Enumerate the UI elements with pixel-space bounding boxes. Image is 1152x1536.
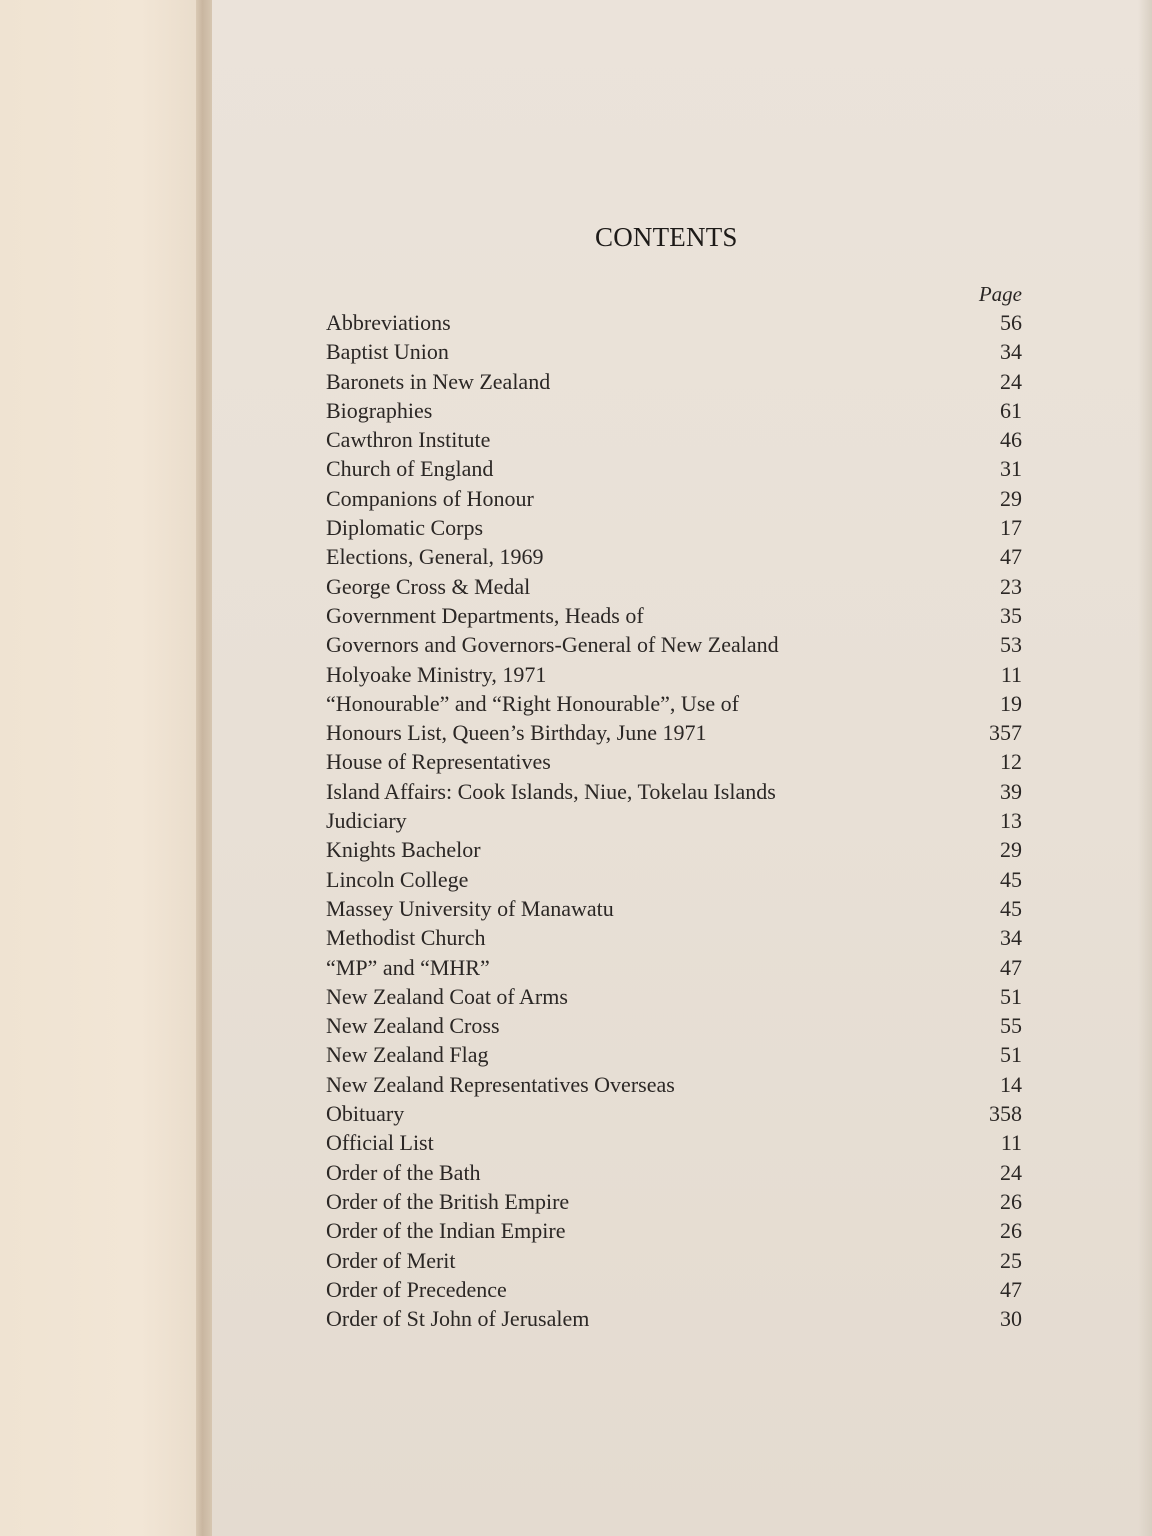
toc-entry [326, 367, 1022, 396]
toc-entry-title: Methodist Church [326, 925, 486, 951]
toc-entry-page: 26 [1000, 1218, 1022, 1244]
toc-entry-title: Knights Bachelor [326, 837, 481, 863]
toc-entry-title: Order of Precedence [326, 1276, 507, 1302]
toc-entry-page: 45 [1000, 895, 1022, 921]
toc-entry-title: New Zealand Cross [326, 1013, 500, 1039]
toc-entry-title: Judiciary [326, 808, 407, 834]
toc-entry-page: 47 [1000, 544, 1022, 570]
toc-entry-title: George Cross & Medal [326, 573, 531, 599]
toc-entry [326, 1158, 1022, 1187]
toc-entry-page: 358 [989, 1101, 1022, 1127]
toc-entry [326, 1216, 1022, 1245]
toc-entry-title: Diplomatic Corps [326, 515, 484, 541]
toc-entry-title: Elections, General, 1969 [326, 544, 544, 570]
toc-entry [326, 513, 1022, 542]
toc-entry [326, 923, 1022, 952]
toc-entry-page: 17 [1000, 515, 1022, 541]
toc-entry [326, 1099, 1022, 1128]
toc-entry-page: 23 [1000, 573, 1022, 599]
toc-entry [326, 542, 1022, 571]
toc-entry-page: 30 [1000, 1306, 1022, 1332]
toc-entry-title: Companions of Honour [326, 485, 534, 511]
toc-entry [326, 1128, 1022, 1157]
toc-entry [326, 953, 1022, 982]
contents-list [326, 308, 1022, 1333]
toc-entry-page: 12 [1000, 749, 1022, 775]
toc-entry-title: “MP” and “MHR” [326, 954, 490, 980]
toc-entry [326, 1040, 1022, 1069]
toc-entry-page: 29 [1000, 837, 1022, 863]
toc-entry-title: Holyoake Ministry, 1971 [326, 661, 547, 687]
toc-entry-page: 24 [1000, 1159, 1022, 1185]
toc-entry-page: 14 [1000, 1071, 1022, 1097]
toc-entry [326, 806, 1022, 835]
toc-entry-page: 34 [1000, 925, 1022, 951]
toc-entry-page: 19 [1000, 690, 1022, 716]
toc-entry [326, 982, 1022, 1011]
toc-entry-title: House of Representatives [326, 749, 551, 775]
toc-entry-title: Government Departments, Heads of [326, 602, 644, 628]
toc-entry [326, 308, 1022, 337]
toc-entry [326, 454, 1022, 483]
toc-entry [326, 894, 1022, 923]
toc-entry-title: New Zealand Flag [326, 1042, 489, 1068]
toc-entry-title: “Honourable” and “Right Honourable”, Use of [326, 690, 739, 716]
toc-entry-page: 46 [1000, 427, 1022, 453]
toc-entry-title: New Zealand Coat of Arms [326, 983, 568, 1009]
toc-entry [326, 337, 1022, 366]
toc-entry-page: 24 [1000, 368, 1022, 394]
book-gutter [196, 0, 212, 1536]
toc-entry [326, 660, 1022, 689]
toc-entry-title: Lincoln College [326, 866, 469, 892]
toc-entry-title: Cawthron Institute [326, 427, 491, 453]
page-column-header: Page [978, 282, 1022, 306]
toc-entry-page: 53 [1000, 632, 1022, 658]
toc-entry-page: 25 [1000, 1247, 1022, 1273]
toc-entry-page: 34 [1000, 339, 1022, 365]
toc-entry [326, 747, 1022, 776]
toc-entry-title: New Zealand Representatives Overseas [326, 1071, 675, 1097]
toc-entry [326, 1275, 1022, 1304]
toc-entry-title: Island Affairs: Cook Islands, Niue, Tokelau Islands [326, 778, 776, 804]
toc-entry-page: 39 [1000, 778, 1022, 804]
toc-entry-page: 55 [1000, 1013, 1022, 1039]
toc-entry-title: Baptist Union [326, 339, 449, 365]
toc-entry [326, 777, 1022, 806]
toc-entry [326, 1187, 1022, 1216]
toc-entry-title: Order of the Bath [326, 1159, 481, 1185]
toc-entry [326, 425, 1022, 454]
toc-entry [326, 572, 1022, 601]
toc-entry-title: Church of England [326, 456, 494, 482]
toc-entry-title: Baronets in New Zealand [326, 368, 551, 394]
toc-entry [326, 835, 1022, 864]
toc-entry-title: Massey University of Manawatu [326, 895, 614, 921]
toc-entry [326, 601, 1022, 630]
toc-entry [326, 718, 1022, 747]
toc-entry [326, 484, 1022, 513]
toc-entry-title: Order of the British Empire [326, 1188, 570, 1214]
toc-entry [326, 865, 1022, 894]
toc-entry [326, 1246, 1022, 1275]
left-page [0, 0, 200, 1536]
toc-entry-page: 357 [989, 720, 1022, 746]
toc-entry [326, 1304, 1022, 1333]
toc-entry [326, 1011, 1022, 1040]
toc-entry [326, 689, 1022, 718]
toc-entry-title: Biographies [326, 397, 433, 423]
toc-entry-title: Obituary [326, 1101, 405, 1127]
toc-entry [326, 630, 1022, 659]
toc-entry-page: 51 [1000, 1042, 1022, 1068]
toc-entry-page: 31 [1000, 456, 1022, 482]
toc-entry-title: Order of St John of Jerusalem [326, 1306, 590, 1332]
toc-entry-page: 47 [1000, 1276, 1022, 1302]
toc-entry-page: 26 [1000, 1188, 1022, 1214]
toc-entry-page: 29 [1000, 485, 1022, 511]
toc-entry-page: 56 [1000, 310, 1022, 335]
toc-entry-page: 13 [1000, 808, 1022, 834]
toc-entry-page: 51 [1000, 983, 1022, 1009]
toc-entry-title: Official List [326, 1130, 434, 1156]
page-title: CONTENTS [595, 222, 738, 252]
toc-entry-title: Honours List, Queen’s Birthday, June 1971 [326, 720, 707, 746]
toc-entry-page: 47 [1000, 954, 1022, 980]
toc-entry-title: Order of Merit [326, 1247, 456, 1273]
toc-entry [326, 396, 1022, 425]
toc-entry-title: Order of the Indian Empire [326, 1218, 566, 1244]
toc-entry-page: 61 [1000, 397, 1022, 423]
toc-entry-title: Governors and Governors-General of New Zealand [326, 632, 779, 658]
toc-entry-title: Abbreviations [326, 310, 451, 335]
page-edge [1138, 0, 1152, 1536]
toc-entry-page: 45 [1000, 866, 1022, 892]
toc-entry-page: 11 [1000, 661, 1022, 687]
toc-entry-page: 35 [1000, 602, 1022, 628]
toc-entry [326, 1070, 1022, 1099]
toc-entry-page: 11 [1000, 1130, 1022, 1156]
